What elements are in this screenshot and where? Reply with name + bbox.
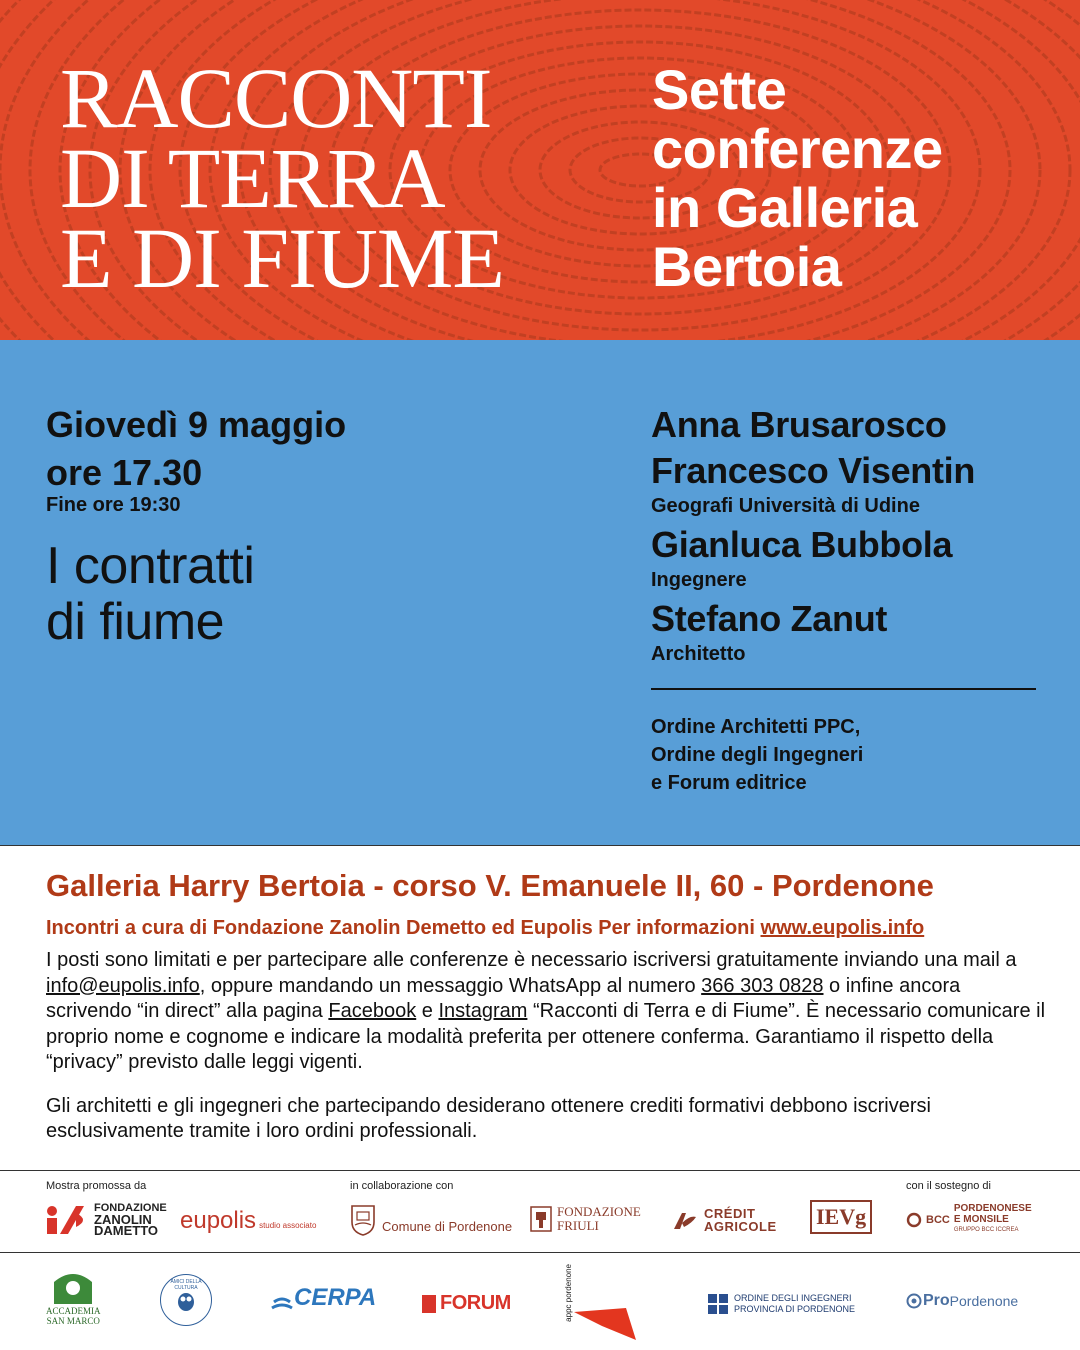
organizer-line: Ordine Architetti PPC, [651, 716, 861, 738]
bcc-line: PORDENONESE [953, 1203, 1032, 1214]
eupolis-logo [180, 1207, 316, 1235]
pro-city: Pordenone [949, 1293, 1019, 1309]
speaker-name: Gianluca Bubbola [651, 524, 953, 565]
divider [0, 845, 1080, 846]
label-promoted: Mostra promossa da [46, 1180, 147, 1192]
curators-text: Incontri a cura di Fondazione Zanolin Demetto ed Eupolis Per informazioni [46, 917, 761, 939]
speaker-role: Ingegnere [651, 569, 747, 591]
accademia-icon [50, 1268, 96, 1306]
hero-banner [0, 0, 1080, 340]
event-date: Giovedì 9 maggio [46, 404, 347, 445]
event-time: ore 17.30 [46, 452, 203, 493]
text-segment: “Racconti di Terra e di Fiume”. È necessario comunicare il proprio nome e cognome e indicare la modalità preferita per ottenere conferma. Garantiamo il rispetto della “privacy” previsto dalle leggi vigenti. [46, 1000, 1046, 1073]
bcc-subline: GRUPPO BCC ICCREA [953, 1227, 1019, 1233]
curators-line [46, 917, 924, 940]
owl-icon [176, 1289, 196, 1311]
hero-subtitle [652, 60, 943, 296]
hero-title-line: DI TERRA [60, 130, 445, 226]
cerpa-logo [270, 1284, 376, 1312]
text-segment: e [416, 1000, 439, 1022]
fondazione-friuli-icon [530, 1206, 552, 1232]
fzd-line: ZANOLIN [94, 1212, 152, 1227]
cerpa-wave-icon [270, 1284, 294, 1312]
event-info-panel [0, 340, 1080, 845]
hero-subtitle-line: conferenze [652, 117, 943, 180]
label-support: con il sostegno di [906, 1180, 991, 1192]
email-link[interactable]: info@eupolis.info [46, 974, 200, 997]
hero-subtitle-line: Sette [652, 58, 787, 121]
hero-subtitle-line: Bertoia [652, 235, 842, 298]
comune-label: Comune di Pordenone [382, 1218, 513, 1234]
credit-agricole-line: CRÉDIT [704, 1206, 756, 1221]
organizer-list [651, 713, 863, 797]
speaker-role: Architetto [651, 643, 746, 665]
hero-title-line: RACCONTI [60, 50, 492, 146]
talk-title-line: I contratti [46, 537, 255, 595]
bcc-label: BCC [926, 1213, 950, 1226]
fondazione-friuli-logo [530, 1205, 641, 1233]
text-segment: , oppure mandando un messaggio WhatsApp al numero [199, 974, 702, 997]
fzd-line: FONDAZIONE [94, 1202, 167, 1214]
credit-agricole-logo [672, 1207, 777, 1233]
hero-subtitle-line: in Galleria [652, 176, 918, 239]
speaker-name: Anna Brusarosco [651, 404, 947, 445]
registration-paragraph [46, 948, 1046, 1076]
organizer-line: e Forum editrice [651, 772, 807, 794]
text-segment: o infine ancora scrivendo “in direct” alla pagina [46, 974, 961, 1022]
speaker-name: Stefano Zanut [651, 598, 888, 639]
bcc-pordenonese-logo [906, 1203, 1032, 1236]
forum-wordmark: FORUM [440, 1292, 511, 1314]
ievg-logo [810, 1200, 872, 1234]
credit-agricole-icon [672, 1209, 698, 1231]
facebook-link[interactable]: Facebook [328, 1000, 417, 1022]
accademia-san-marco-logo [46, 1268, 101, 1326]
bcc-line: E MONSILE [953, 1214, 1009, 1225]
registration-info [46, 948, 1046, 1163]
label-collaboration: in collaborazione con [350, 1180, 454, 1192]
accademia-line: ACCADEMIA [46, 1306, 101, 1316]
speaker-role: Geografi Università di Udine [651, 495, 920, 517]
credits-paragraph: Gli architetti e gli ingegneri che partecipando desiderano ottenere crediti formativi debbono iscriversi esclusivamente tramite i loro ordini professionali. [46, 1094, 931, 1142]
amici-della-cultura-logo [160, 1274, 212, 1326]
speaker-name: Francesco Visentin [651, 450, 976, 491]
eupolis-tagline: studio associato [259, 1220, 317, 1230]
bcc-icon [906, 1212, 922, 1228]
appc-pordenone-logo [562, 1264, 638, 1342]
website-link[interactable]: www.eupolis.info [760, 917, 925, 939]
coat-of-arms-icon [350, 1202, 376, 1236]
appc-label: appc pordenone [564, 1264, 573, 1322]
eupolis-wordmark: eupolis [180, 1207, 257, 1234]
fondazione-friuli-line: FRIULI [557, 1218, 599, 1233]
text-segment: I posti sono limitati e per partecipare alle conferenze è necessario iscriversi gratuitamente inviando una mail a [46, 949, 1017, 971]
divider [0, 1252, 1080, 1253]
credit-agricole-line: AGRICOLE [704, 1219, 777, 1234]
forum-mark-icon [422, 1295, 436, 1313]
comune-pordenone-logo [350, 1202, 512, 1236]
hero-title-line: E DI FIUME [60, 210, 504, 306]
fondazione-zanolin-dametto-logo [46, 1203, 167, 1236]
fzd-mark-icon [46, 1205, 90, 1235]
talk-title-line: di fiume [46, 593, 225, 651]
instagram-link[interactable]: Instagram [438, 1000, 528, 1022]
pro-pordenone-icon [906, 1293, 922, 1309]
talk-title [46, 538, 254, 650]
fondazione-friuli-line: FONDAZIONE [557, 1204, 641, 1219]
divider [0, 1170, 1080, 1171]
organizer-line: Ordine degli Ingegneri [651, 744, 864, 766]
fzd-line: DAMETTO [94, 1223, 159, 1238]
accademia-line: SAN MARCO [46, 1316, 100, 1326]
phone-link[interactable]: 366 303 0828 [701, 974, 824, 997]
pro-pordenone-logo [906, 1292, 1018, 1310]
ingegneri-line: ORDINE DEGLI INGEGNERI [734, 1293, 852, 1303]
divider [651, 688, 1036, 690]
ingegneri-grid-icon [708, 1294, 728, 1314]
ingegneri-line: PROVINCIA DI PORDENONE [734, 1304, 856, 1314]
ordine-ingegneri-logo [708, 1293, 855, 1315]
speaker-list [651, 402, 1051, 670]
ievg-wordmark: IEVg [810, 1200, 872, 1234]
pro-label: Pro [923, 1292, 950, 1309]
appc-shape-icon [562, 1264, 638, 1342]
forum-logo [422, 1292, 511, 1315]
event-end-time: Fine ore 19:30 [46, 494, 181, 516]
amici-label: AMICI DELLA CULTURA [170, 1279, 202, 1291]
venue-address: Galleria Harry Bertoia - corso V. Emanuele II, 60 - Pordenone [46, 868, 934, 903]
hero-title [60, 50, 504, 306]
cerpa-wordmark: CERPA [294, 1284, 377, 1311]
